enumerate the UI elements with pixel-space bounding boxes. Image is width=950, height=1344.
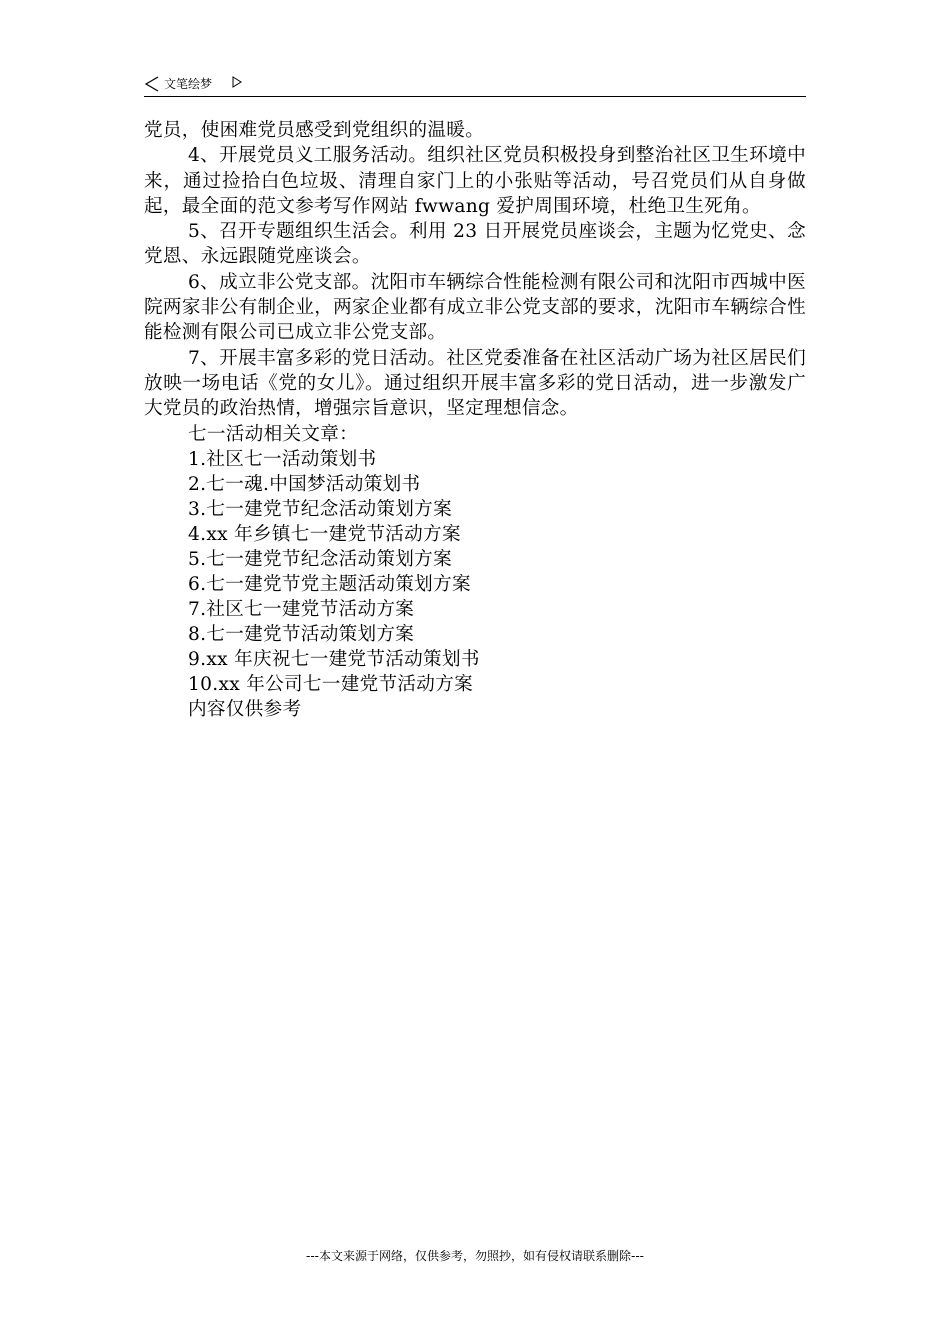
related-article-item[interactable]: 10.xx 年公司七一建党节活动方案: [188, 673, 473, 695]
related-article-item[interactable]: 7.社区七一建党节活动方案: [188, 598, 415, 620]
paragraph-item-7: 7、开展丰富多彩的党日活动。社区党委准备在社区活动广场为社区居民们放映一场电话《党的女儿》。通过组织开展丰富多彩的党日活动，进一步激发广大党员的政治热情，增强宗旨意识，坚定理想信念。: [144, 347, 806, 420]
related-article-item[interactable]: 8.七一建党节活动策划方案: [188, 623, 415, 645]
triangle-right-icon: [232, 76, 242, 88]
document-body: [144, 118, 806, 722]
related-article-item[interactable]: 9.xx 年庆祝七一建党节活动策划书: [188, 648, 480, 670]
triangle-left-icon: [144, 76, 160, 92]
page-footer: ---本文来源于网络，仅供参考，勿照抄，如有侵权请联系删除---: [306, 1249, 644, 1263]
related-article-item[interactable]: 3.七一建党节纪念活动策划方案: [188, 498, 452, 520]
related-article-item[interactable]: 4.xx 年乡镇七一建党节活动方案: [188, 523, 461, 545]
related-article-item[interactable]: 6.七一建党节党主题活动策划方案: [188, 573, 471, 595]
related-article-item[interactable]: 1.社区七一活动策划书: [188, 448, 377, 470]
page-header: [144, 74, 806, 97]
paragraph-item-6: 6、成立非公党支部。沈阳市车辆综合性能检测有限公司和沈阳市西城中医院两家非公有制企业，两家企业都有成立非公党支部的要求，沈阳市车辆综合性能检测有限公司已成立非公党支部。: [144, 271, 806, 344]
related-articles-title: 七一活动相关文章：: [188, 423, 359, 445]
related-articles-list: [144, 447, 806, 697]
closing-note: 内容仅供参考: [188, 698, 302, 720]
related-article-item[interactable]: 2.七一魂.中国梦活动策划书: [188, 473, 421, 495]
paragraph-item-5: 5、召开专题组织生活会。利用 23 日开展党员座谈会，主题为忆党史、念党恩、永远跟随党座谈会。: [144, 221, 806, 268]
header-brand: 文笔绘梦: [164, 77, 213, 91]
paragraph-item-4: 4、开展党员义工服务活动。组织社区党员积极投身到整治社区卫生环境中来，通过捡拾白色垃圾、清理自家门上的小张贴等活动，号召党员们从自身做起，最全面的范文参考写作网站 fwwang 爱护周围环境，杜绝卫生死角。: [144, 145, 806, 217]
paragraph-continuation: 党员，使困难党员感受到党组织的温暖。: [144, 120, 485, 141]
related-article-item[interactable]: 5.七一建党节纪念活动策划方案: [188, 548, 452, 570]
